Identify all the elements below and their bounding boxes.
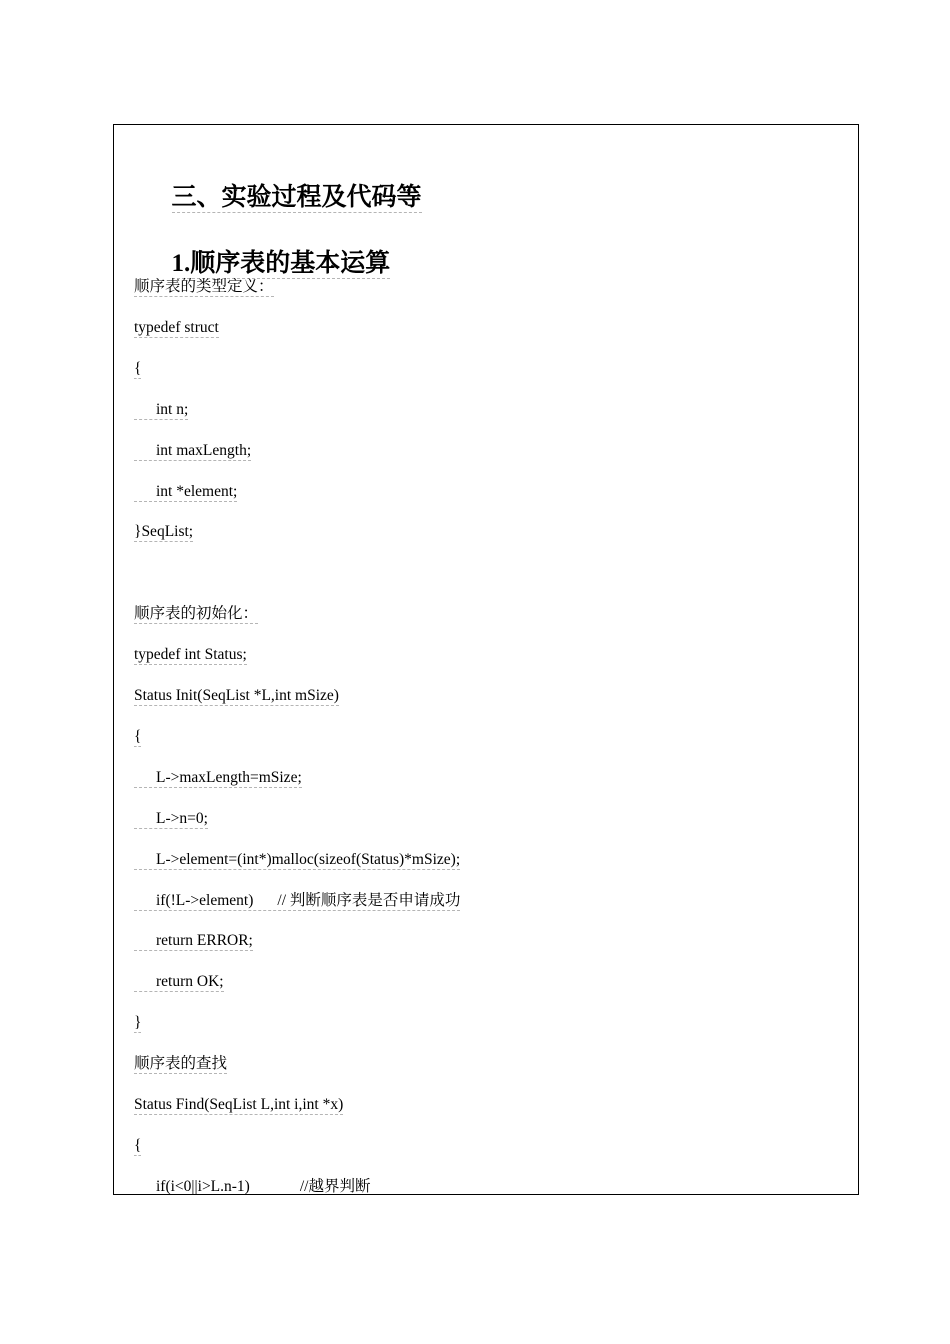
code-text: L->element=(int*)malloc(sizeof(Status)*mSize); — [156, 850, 461, 868]
doc-line-text — [134, 278, 274, 297]
code-text: return OK; — [156, 973, 224, 991]
doc-line — [134, 931, 253, 951]
code-text: if(!L->element) — [156, 891, 254, 909]
doc-line — [134, 400, 188, 420]
doc-line — [134, 277, 274, 297]
code-text: 顺序表的初始化： — [134, 605, 259, 623]
subsection-title: 1.顺序表的基本运算 — [171, 250, 391, 277]
doc-line-text — [134, 483, 237, 502]
doc-line-text — [134, 442, 251, 461]
doc-line-text — [134, 646, 247, 665]
doc-line-text — [134, 1055, 227, 1074]
doc-line — [134, 1177, 370, 1195]
doc-line — [134, 1054, 227, 1074]
doc-line — [134, 604, 258, 624]
doc-line-text — [134, 810, 208, 829]
doc-line-text — [134, 892, 460, 911]
doc-line — [134, 1013, 141, 1033]
doc-line — [134, 809, 208, 829]
doc-line — [134, 522, 193, 542]
doc-line-text — [134, 319, 219, 338]
doc-line-text — [134, 1178, 370, 1195]
doc-line — [134, 441, 251, 461]
code-text: if(i<0||i>L.n-1) — [156, 1177, 250, 1195]
code-text: { — [134, 359, 142, 377]
doc-line-text — [134, 769, 302, 788]
doc-line-text — [134, 523, 193, 542]
doc-line — [134, 318, 219, 338]
code-text: Status Find(SeqList L,int i,int *x) — [134, 1096, 344, 1113]
code-text: { — [134, 727, 142, 745]
doc-line — [134, 972, 224, 992]
doc-line — [134, 482, 237, 502]
code-text: { — [134, 1136, 142, 1154]
doc-line-text — [134, 932, 253, 951]
doc-line — [134, 686, 339, 706]
code-text: L->n=0; — [156, 809, 208, 827]
doc-line-text — [134, 401, 188, 420]
code-comment: //越界判断 — [299, 1177, 371, 1195]
doc-line-text — [134, 728, 141, 747]
code-text: typedef struct — [134, 318, 219, 336]
section-title: 三、实验过程及代码等 — [171, 184, 422, 211]
code-text: int *element; — [156, 482, 238, 500]
code-comment: // 判断顺序表是否申请成功 — [277, 891, 461, 909]
code-text: int n; — [156, 400, 189, 418]
document-frame — [113, 124, 859, 1195]
code-text: typedef int Status; — [134, 646, 247, 664]
doc-line-text — [134, 1137, 141, 1156]
doc-line-text — [134, 973, 224, 992]
doc-line — [134, 1095, 343, 1115]
doc-line — [134, 891, 460, 911]
code-text: } — [134, 1014, 142, 1032]
code-text: 顺序表的类型定义： — [134, 278, 274, 295]
doc-line-text — [134, 605, 258, 624]
code-text: Status Init(SeqList *L,int mSize) — [134, 687, 339, 704]
doc-line — [134, 768, 302, 788]
doc-line — [134, 1136, 141, 1156]
doc-line-text — [134, 360, 141, 379]
code-text: int maxLength; — [156, 441, 252, 459]
doc-line — [134, 850, 460, 870]
code-text: return ERROR; — [156, 932, 253, 950]
code-text: L->maxLength=mSize; — [156, 768, 302, 786]
doc-line — [134, 359, 141, 379]
doc-line — [134, 727, 141, 747]
doc-line — [134, 645, 247, 665]
code-text: 顺序表的查找 — [134, 1055, 228, 1073]
doc-line-text — [134, 851, 460, 870]
doc-line-text — [134, 687, 339, 706]
doc-line-text — [134, 1014, 141, 1033]
doc-line-text — [134, 1096, 343, 1115]
code-text: }SeqList; — [134, 523, 194, 541]
